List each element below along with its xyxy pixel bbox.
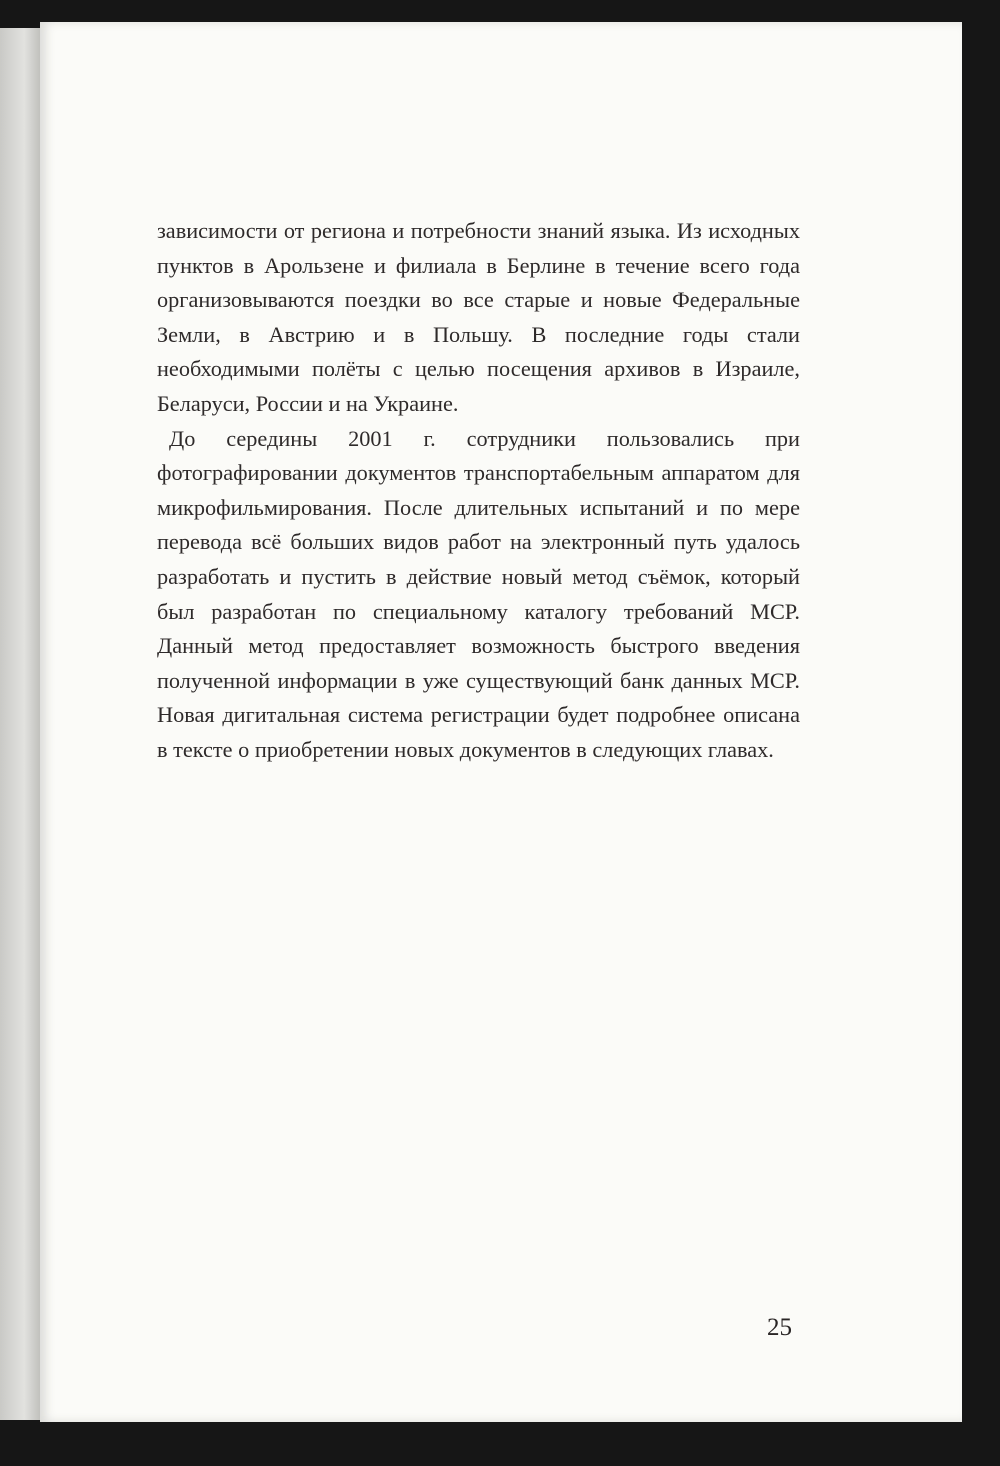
page-number: 25 — [767, 1314, 792, 1341]
paragraph-2: До середины 2001 г. сотрудники пользовались при фотографировании документов транспортабельным аппаратом для микрофильмирования. После длительных испытаний и по мере перевода всё больших видов работ на электронный путь удалось разработать и пустить в действие новый метод съёмок, который был разработан по специальному каталогу требований МСР. Данный метод предоставляет возможность быстрого введения полученной информации в уже существующий банк данных МСР. Новая дигитальная система регистрации будет подробнее описана в тексте о приобретении новых документов в следующих главах. — [157, 425, 800, 762]
left-page-edge — [0, 28, 44, 1420]
paragraph-1: зависимости от региона и потребности знаний языка. Из исходных пунктов в Арользене и филиала в Берлине в течение всего года организовываются поездки во все старые и новые Федеральные Земли, в Австрию и в Польшу. В последние годы стали необходимыми полёты с целью посещения архивов в Израиле, Беларуси, России и на Украине. — [157, 218, 800, 416]
body-text — [157, 214, 800, 768]
document-page — [40, 22, 962, 1422]
